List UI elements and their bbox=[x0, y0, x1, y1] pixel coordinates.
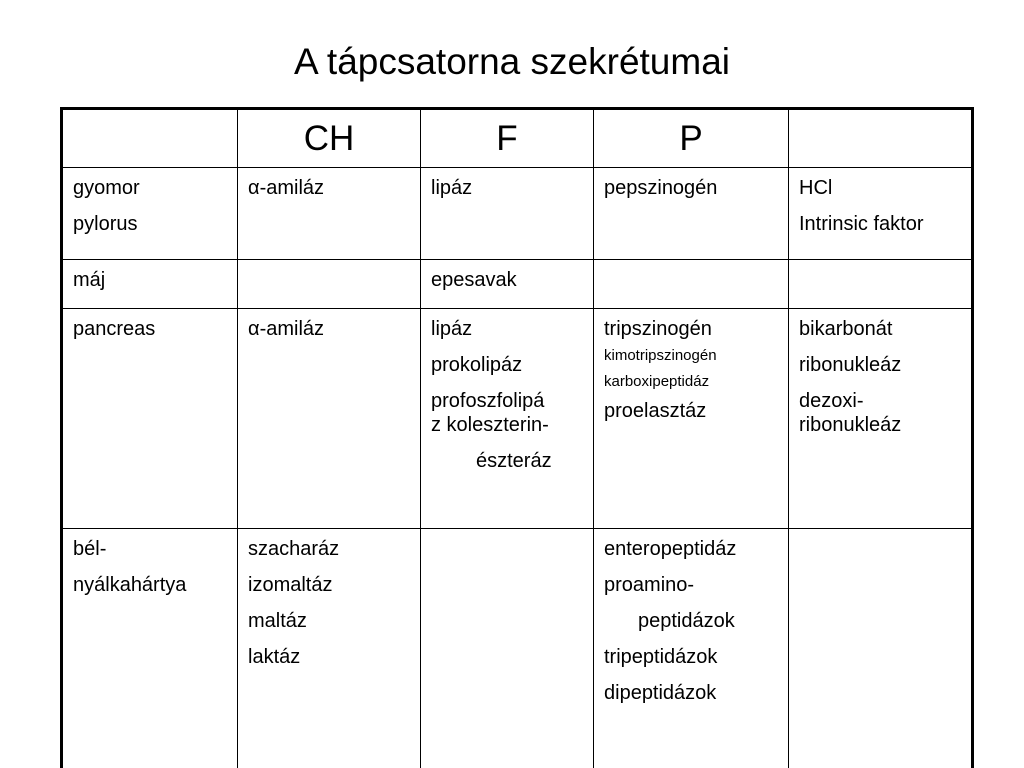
secretions-table bbox=[60, 107, 974, 768]
cell-line: szacharáz bbox=[248, 538, 340, 560]
cell-line: laktáz bbox=[248, 646, 301, 668]
cell-line: tripszinogén bbox=[604, 318, 712, 340]
f-cell bbox=[421, 309, 594, 529]
cell-line: bél- bbox=[73, 538, 107, 560]
cell-line: nyálkahártya bbox=[73, 574, 187, 596]
cell-line: epesavak bbox=[431, 269, 517, 291]
cell-line: prokolipáz bbox=[431, 354, 523, 376]
cell-line: maltáz bbox=[248, 610, 307, 632]
table-row-bel bbox=[62, 529, 973, 768]
cell-line: pepszinogén bbox=[604, 177, 718, 199]
cell-line: profoszfolipá bbox=[431, 390, 545, 412]
organ-cell bbox=[62, 529, 238, 768]
header-cell-f: F bbox=[421, 109, 594, 168]
cell-line: izomaltáz bbox=[248, 574, 333, 596]
f-cell bbox=[421, 168, 594, 260]
p-cell bbox=[594, 260, 789, 309]
cell-line: α-amiláz bbox=[248, 318, 325, 340]
cell-line: kimotripszinogén bbox=[604, 347, 717, 364]
other-cell bbox=[789, 529, 973, 768]
organ-cell bbox=[62, 260, 238, 309]
ch-cell bbox=[238, 529, 421, 768]
organ-cell bbox=[62, 309, 238, 529]
cell-line: Intrinsic faktor bbox=[799, 213, 924, 235]
cell-line: pancreas bbox=[73, 318, 156, 340]
other-cell bbox=[789, 260, 973, 309]
cell-line: lipáz bbox=[431, 318, 473, 340]
organ-cell bbox=[62, 168, 238, 260]
f-cell bbox=[421, 529, 594, 768]
cell-line: dipeptidázok bbox=[604, 682, 717, 704]
cell-line: proamino- bbox=[604, 574, 695, 596]
header-cell-other bbox=[789, 109, 973, 168]
cell-line: enteropeptidáz bbox=[604, 538, 737, 560]
cell-line: ribonukleáz bbox=[799, 354, 902, 376]
cell-line: tripeptidázok bbox=[604, 646, 718, 668]
other-cell bbox=[789, 309, 973, 529]
cell-line: ribonukleáz bbox=[799, 414, 902, 436]
header-cell-empty bbox=[62, 109, 238, 168]
ch-cell bbox=[238, 309, 421, 529]
header-cell-ch: CH bbox=[238, 109, 421, 168]
cell-line: peptidázok bbox=[638, 610, 735, 632]
slide-title: A tápcsatorna szekrétumai bbox=[294, 41, 730, 82]
table-row-pancreas bbox=[62, 309, 973, 529]
p-cell bbox=[594, 309, 789, 529]
table-row-gyomor bbox=[62, 168, 973, 260]
cell-line: HCl bbox=[799, 177, 833, 199]
cell-line: z koleszterin- bbox=[431, 414, 549, 436]
cell-line: α-amiláz bbox=[248, 177, 325, 199]
cell-line: dezoxi- bbox=[799, 390, 864, 412]
cell-line: proelasztáz bbox=[604, 400, 707, 422]
ch-cell bbox=[238, 260, 421, 309]
p-cell bbox=[594, 529, 789, 768]
cell-line: karboxipeptidáz bbox=[604, 373, 710, 390]
cell-line: máj bbox=[73, 269, 106, 291]
header-cell-p: P bbox=[594, 109, 789, 168]
table-header-row bbox=[62, 109, 973, 168]
cell-line: gyomor bbox=[73, 177, 140, 199]
other-cell bbox=[789, 168, 973, 260]
ch-cell bbox=[238, 168, 421, 260]
cell-line: lipáz bbox=[431, 177, 473, 199]
table-row-maj bbox=[62, 260, 973, 309]
f-cell bbox=[421, 260, 594, 309]
cell-line: bikarbonát bbox=[799, 318, 893, 340]
p-cell bbox=[594, 168, 789, 260]
cell-line: észteráz bbox=[476, 450, 552, 472]
cell-line: pylorus bbox=[73, 213, 138, 235]
